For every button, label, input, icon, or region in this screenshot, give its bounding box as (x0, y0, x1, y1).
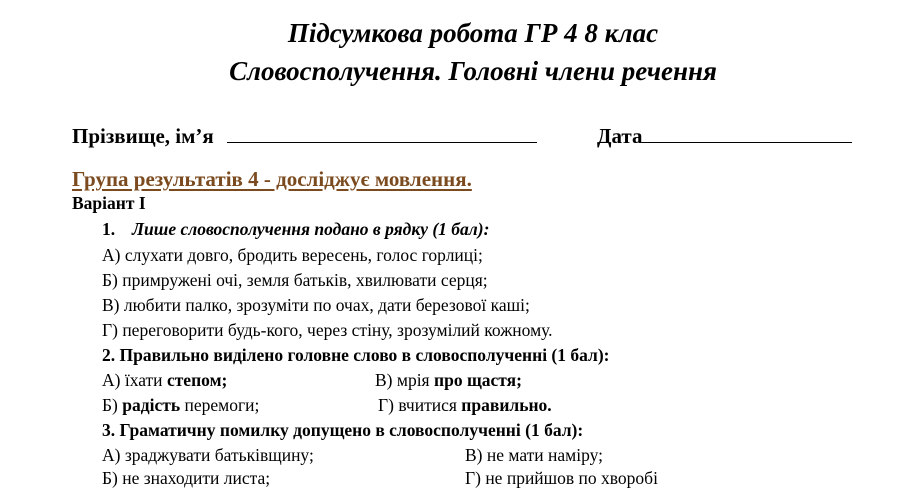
document-title: Підсумкова робота ГР 4 8 клас (287, 18, 659, 48)
q3-option-d: Г) не прийшов по хворобі (465, 468, 658, 488)
q1-option-d: Г) переговорити будь-кого, через стіну, зрозумілий кожному. (102, 320, 553, 340)
question-3-text: 3. Граматичну помилку допущено в словосполученні (1 бал): (102, 420, 584, 440)
name-label: Прізвище, ім’я (72, 124, 214, 148)
q1-option-c: В) любити палко, зрозуміти по очах, дати березової каші; (102, 295, 530, 315)
q2-option-c: В) мрія про щастя; (375, 370, 522, 390)
question-1 (102, 219, 489, 240)
q3-option-c: В) не мати наміру; (465, 445, 604, 465)
q3-option-a: А) зраджувати батьківщину; (102, 445, 314, 465)
question-2-text: 2. Правильно виділено головне слово в словосполученні (1 бал): (102, 345, 610, 365)
name-blank[interactable] (227, 124, 537, 143)
q2-option-a: А) їхати степом; (102, 370, 228, 390)
name-field[interactable] (72, 124, 537, 149)
group-heading: Група результатів 4 - досліджує мовлення. (72, 167, 472, 191)
document-subtitle: Словосполучення. Головні члени речення (229, 56, 717, 86)
q1-option-b: Б) примружені очі, земля батьків, хвилювати серця; (102, 270, 488, 290)
date-field[interactable] (597, 124, 852, 149)
q3-option-b: Б) не знаходити листа; (102, 468, 271, 488)
variant-label: Варіант І (72, 193, 146, 213)
q2-option-d: Г) вчитися правильно. (378, 395, 552, 415)
question-1-number: 1. (102, 219, 116, 239)
date-label: Дата (597, 124, 643, 148)
question-1-text: Лише словосполучення подано в рядку (1 бал): (132, 219, 490, 239)
q2-option-b: Б) радість перемоги; (102, 395, 260, 415)
date-blank[interactable] (642, 124, 852, 143)
q1-option-a: А) слухати довго, бродить вересень, голос горлиці; (102, 245, 483, 265)
